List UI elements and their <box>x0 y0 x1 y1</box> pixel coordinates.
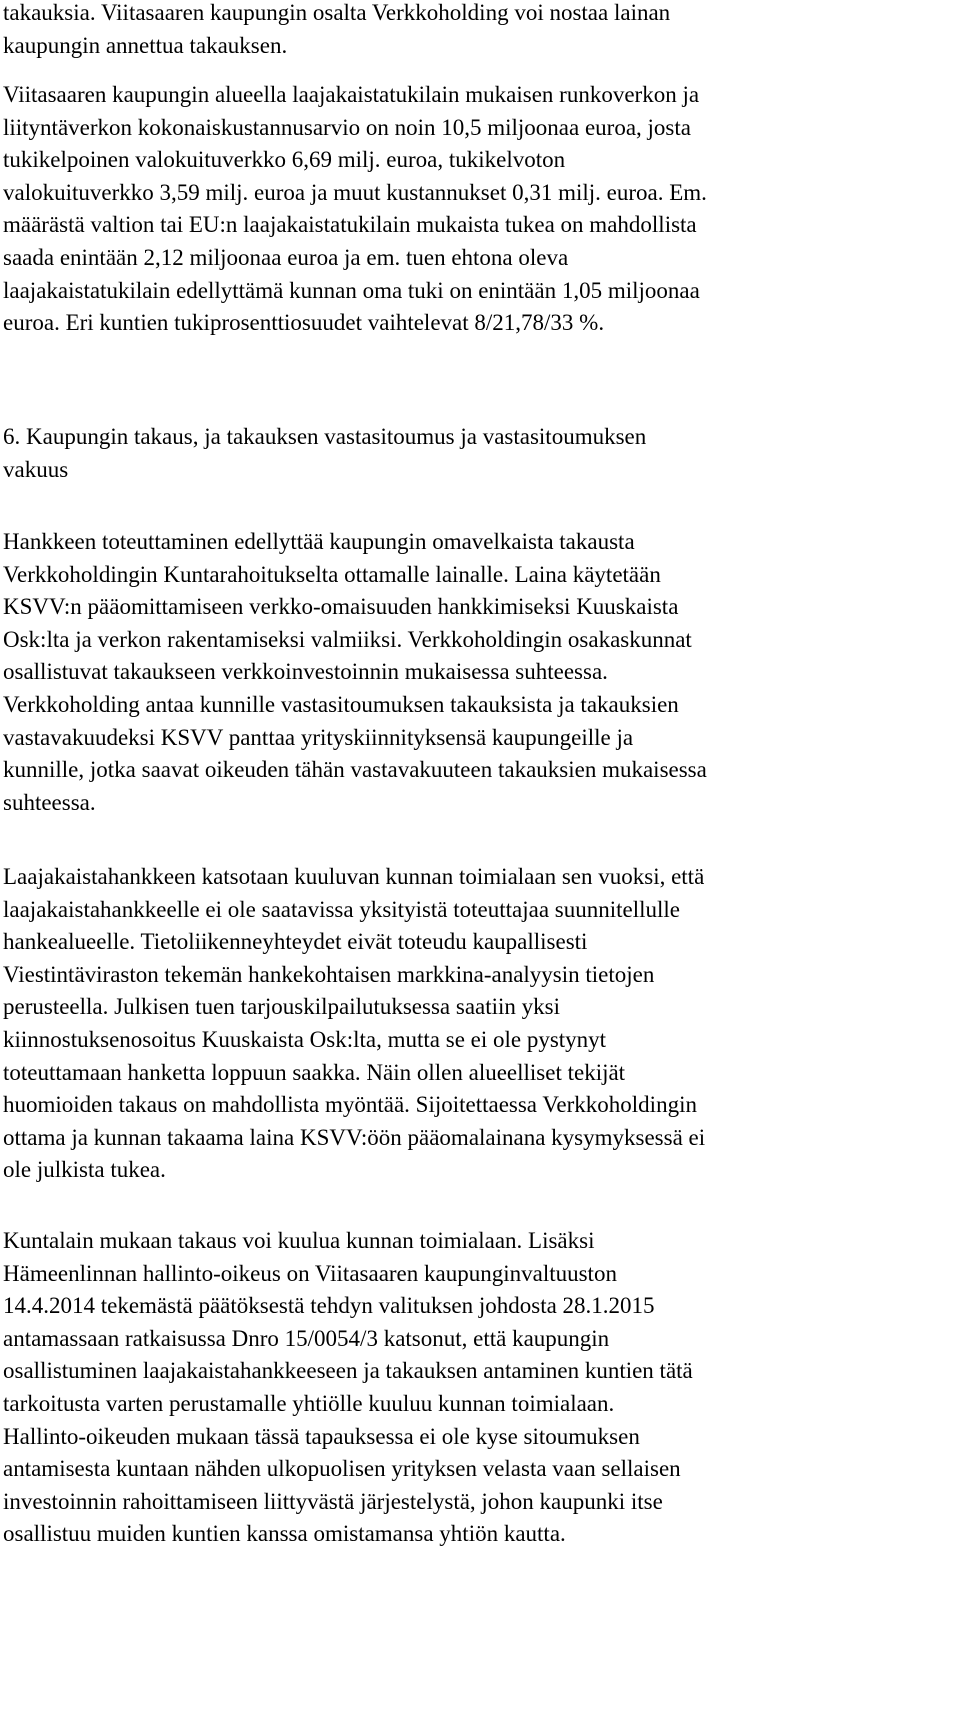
text-line: kunnille, jotka saavat oikeuden tähän vastavakuuteen takauksien mukaisessa <box>3 757 707 783</box>
text-line: euroa. Eri kuntien tukiprosenttiosuudet vaihtelevat 8/21,78/33 %. <box>3 310 605 336</box>
text-line: perusteella. Julkisen tuen tarjouskilpailutuksessa saatiin yksi <box>3 994 561 1020</box>
text-line: laajakaistahankkeelle ei ole saatavissa yksityistä toteuttajaa suunnitellulle <box>3 896 680 922</box>
text-line: Viitasaaren kaupungin alueella laajakaistatukilain mukaisen runkoverkon ja <box>3 82 700 107</box>
text-line: Verkkoholding antaa kunnille vastasitoumuksen takauksista ja takauksien <box>3 691 679 717</box>
text-line: kaupungin annettua takauksen. <box>3 32 288 58</box>
text-line: hankealueelle. Tietoliikenneyhteydet eivät toteudu kaupallisesti <box>3 929 588 955</box>
text-line: ottama ja kunnan takaama laina KSVV:öön pääomalainana kysymyksessä ei <box>3 1124 706 1150</box>
paragraph-municipal-sector <box>3 861 953 1187</box>
text-line: osallistuminen laajakaistahankkeeseen ja takauksen antaminen kuntien tätä <box>3 1358 693 1384</box>
text-line: Laajakaistahankkeen katsotaan kuuluvan kunnan toimialaan sen vuoksi, että <box>3 864 705 889</box>
text-line: määrästä valtion tai EU:n laajakaistatukilain mukaista tukea on mahdollista <box>3 212 697 238</box>
text-line: antamassaan ratkaisussa Dnro 15/0054/3 katsonut, että kaupungin <box>3 1325 610 1351</box>
text-line: Osk:lta ja verkon rakentamiseksi valmiiksi. Verkkoholdingin osakaskunnat <box>3 626 692 652</box>
text-line: saada enintään 2,12 miljoonaa euroa ja em. tuen ehtona oleva <box>3 244 569 270</box>
text-line: Verkkoholdingin Kuntarahoitukselta ottamalle lainalle. Laina käytetään <box>3 561 661 587</box>
text-line: laajakaistatukilain edellyttämä kunnan oma tuki on enintään 1,05 miljoonaa <box>3 277 700 303</box>
text-line: investoinnin rahoittamiseen liittyvästä järjestelystä, johon kaupunki itse <box>3 1488 663 1514</box>
text-line: osallistuu muiden kuntien kanssa omistamansa yhtiön kautta. <box>3 1521 566 1547</box>
text-line: osallistuvat takaukseen verkkoinvestoinnin mukaisessa suhteessa. <box>3 659 608 685</box>
text-line: liityntäverkon kokonaiskustannusarvio on noin 10,5 miljoonaa euroa, josta <box>3 114 691 140</box>
paragraph-guarantee <box>3 526 953 819</box>
text-line: takauksia. Viitasaaren kaupungin osalta Verkkoholding voi nostaa lainan <box>3 0 671 25</box>
text-line: tukikelpoinen valokuituverkko 6,69 milj. euroa, tukikelvoton <box>3 147 566 173</box>
text-line: antamisesta kuntaan nähden ulkopuolisen yrityksen velasta vaan sellaisen <box>3 1456 681 1482</box>
text-line: Viestintäviraston tekemän hankekohtaisen markkina-analyysin tietojen <box>3 961 655 987</box>
text-line: Kuntalain mukaan takaus voi kuulua kunnan toimialaan. Lisäksi <box>3 1228 595 1253</box>
text-line: 14.4.2014 tekemästä päätöksestä tehdyn valituksen johdosta 28.1.2015 <box>3 1293 655 1319</box>
text-line: Hallinto-oikeuden mukaan tässä tapauksessa ei ole kyse sitoumuksen <box>3 1423 640 1449</box>
text-line: huomioiden takaus on mahdollista myöntää. Sijoitettaessa Verkkoholdingin <box>3 1092 697 1118</box>
paragraph-legal <box>3 1225 953 1551</box>
text-line: kiinnostuksenosoitus Kuuskaista Osk:lta, mutta se ei ole pystynyt <box>3 1026 607 1052</box>
text-line: ole julkista tukea. <box>3 1157 166 1183</box>
section-heading <box>3 421 953 486</box>
text-line: vastavakuudeksi KSVV panttaa yrityskiinnityksensä kaupungeille ja <box>3 724 634 750</box>
text-line: suhteessa. <box>3 789 96 815</box>
heading-line: vakuus <box>3 456 69 482</box>
paragraph-costs <box>3 79 953 340</box>
text-line: Hämeenlinnan hallinto-oikeus on Viitasaaren kaupunginvaltuuston <box>3 1260 617 1286</box>
paragraph-intro <box>3 0 953 62</box>
heading-line: 6. Kaupungin takaus, ja takauksen vastasitoumus ja vastasitoumuksen <box>3 424 647 449</box>
text-line: toteuttamaan hanketta loppuun saakka. Näin ollen alueelliset tekijät <box>3 1059 626 1085</box>
text-line: tarkoitusta varten perustamalle yhtiölle kuuluu kunnan toimialaan. <box>3 1390 615 1416</box>
text-line: KSVV:n pääomittamiseen verkko-omaisuuden hankkimiseksi Kuuskaista <box>3 594 679 620</box>
text-line: valokuituverkko 3,59 milj. euroa ja muut kustannukset 0,31 milj. euroa. Em. <box>3 179 707 205</box>
text-line: Hankkeen toteuttaminen edellyttää kaupungin omavelkaista takausta <box>3 529 635 554</box>
